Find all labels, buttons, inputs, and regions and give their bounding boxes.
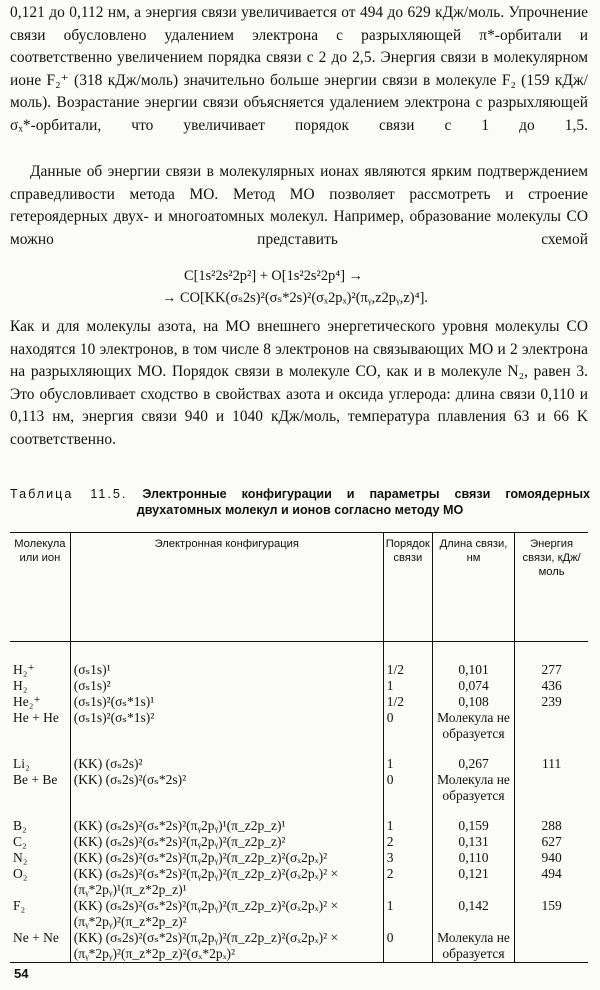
- formula-line-1: C[1s²2s²2p²] + O[1s²2s²2p⁴] →: [184, 268, 364, 284]
- cell-order: 3: [383, 850, 432, 866]
- table-row: [10, 662, 588, 678]
- header-bond-order: Порядок связи: [383, 533, 432, 642]
- cell-length: 0,101: [432, 662, 514, 678]
- cell-length: Молекула не образуется: [432, 930, 514, 963]
- cell-length: 0,110: [432, 850, 514, 866]
- cell-energy: 239: [515, 694, 588, 710]
- table-title-line-2: двухатомных молекул и ионов согласно методу МО: [136, 503, 464, 517]
- cell-order: 1: [383, 818, 432, 834]
- cell-order: 1: [383, 898, 432, 930]
- cell-order: 2: [383, 834, 432, 850]
- header-molecule: Молекула или ион: [10, 533, 70, 642]
- table-row: [10, 818, 588, 834]
- cell-config: (σₛ1s)²(σₛ*1s)¹: [70, 694, 383, 710]
- cell-order: 1/2: [383, 662, 432, 678]
- cell-molecule: Be + Be: [13, 772, 58, 787]
- cell-length: 0,159: [432, 818, 514, 834]
- cell-config: (KK) (σₛ2s)²(σₛ*2s)²(πᵧ2pᵧ)²(π_z2p_z)²: [70, 834, 383, 850]
- cell-energy: 940: [515, 850, 588, 866]
- cell-molecule: F₂: [13, 898, 26, 913]
- table-row: [10, 694, 588, 710]
- cell-config: (σₛ1s)²: [70, 678, 383, 694]
- table-label: Таблица 11.5.: [10, 487, 128, 501]
- table-row: [10, 772, 588, 804]
- cell-order: 2: [383, 866, 432, 898]
- cell-molecule: Ne + Ne: [10, 930, 70, 963]
- cell-order: 1/2: [383, 694, 432, 710]
- cell-config: (KK) (σₛ2s)²(σₛ*2s)²(πᵧ2pᵧ)²(π_z2p_z)²(σₓ2pₓ)² × (πᵧ*2pᵧ)²(π_z*2p_z)²(σₓ*2pₓ)²: [70, 930, 383, 963]
- cell-length: 0,074: [432, 678, 514, 694]
- cell-config: (KK) (σₛ2s)²: [70, 756, 383, 772]
- cell-order: 0: [383, 710, 432, 742]
- cell-molecule: C₂: [13, 834, 27, 849]
- table-row: [10, 930, 588, 963]
- paragraph-1: 0,121 до 0,112 нм, а энергия связи увеличивается от 494 до 629 кДж/моль. Упрочнение связи обусловлено удалением электрона с разрыхляющей π*-орбитали и соответственно увеличением порядка связи с 2 до 2,5. Энергия связи в молекулярном ионе F₂⁺ (318 кДж/моль) значительно больше энергии связи в молекуле F₂ (159 кДж/моль). Возрастание энергии связи объясняется удалением электрона с разрыхляющей σₓ*-орбитали, что увеличивает порядок связи с 1 до 1,5.: [10, 4, 588, 134]
- table-row: [10, 834, 588, 850]
- cell-energy: 111: [515, 756, 588, 772]
- formula-line-2: → CO[KK(σₛ2s)²(σₛ*2s)²(σₓ2pₓ)²(πᵧ,z2pᵧ,z)⁴].: [162, 290, 428, 306]
- cell-molecule: He₂⁺: [13, 694, 41, 709]
- cell-molecule: Li₂: [13, 756, 30, 771]
- cell-config: (KK) (σₛ2s)²(σₛ*2s)²(πᵧ2pᵧ)¹(π_z2p_z)¹: [70, 818, 383, 834]
- cell-length: 0,267: [432, 756, 514, 772]
- cell-length: Молекула не образуется: [432, 710, 514, 742]
- cell-config: (KK) (σₛ2s)²(σₛ*2s)²(πᵧ2pᵧ)²(π_z2p_z)²(σₓ2pₓ)²: [70, 850, 383, 866]
- table-caption: [10, 486, 590, 518]
- header-configuration: Электронная конфигурация: [70, 533, 383, 642]
- table-row: [10, 678, 588, 694]
- cell-energy: 436: [515, 678, 588, 694]
- cell-molecule: N₂: [13, 850, 28, 865]
- cell-energy: 288: [515, 818, 588, 834]
- table-header-row: [10, 533, 588, 642]
- cell-config: (KK) (σₛ2s)²(σₛ*2s)²(πᵧ2pᵧ)²(π_z2p_z)²(σₓ2pₓ)² × (πᵧ*2pᵧ)²(π_z*2p_z)²: [70, 898, 383, 930]
- cell-order: 1: [383, 756, 432, 772]
- page-number: 54: [14, 966, 29, 981]
- cell-molecule: B₂: [13, 818, 27, 833]
- cell-molecule: H₂⁺: [13, 662, 35, 677]
- table-row: [10, 850, 588, 866]
- table-row: [10, 898, 588, 930]
- cell-config: (KK) (σₛ2s)²(σₛ*2s)²(πᵧ2pᵧ)²(π_z2p_z)²(σₓ2pₓ)² × (πᵧ*2pᵧ)¹(π_z*2p_z)¹: [70, 866, 383, 898]
- cell-energy: 627: [515, 834, 588, 850]
- cell-energy: [515, 710, 588, 742]
- paragraph-3: Как и для молекулы азота, на МО внешнего энергетического уровня молекулы CO находятся 10 электронов, в том числе 8 электронов на связывающих МО и 2 электрона на разрыхляющих МО. Порядок связи в молекуле CO, как и в молекуле N₂, равен 3. Это обусловливает сходство в свойствах азота и оксида углерода: длина связи 0,110 и 0,113 нм, энергия связи 940 и 1040 кДж/моль, температура плавления 63 и 66 K соответственно.: [10, 318, 588, 448]
- cell-length: Молекула не образуется: [432, 772, 514, 804]
- cell-molecule: H₂: [13, 678, 28, 693]
- cell-length: 0,121: [432, 866, 514, 898]
- cell-order: 0: [383, 930, 432, 963]
- header-bond-length: Длина связи, нм: [432, 533, 514, 642]
- cell-order: 1: [383, 678, 432, 694]
- cell-config: (σₛ1s)²(σₛ*1s)²: [70, 710, 383, 742]
- paragraph-2: Данные об энергии связи в молекулярных ионах являются ярким подтверждением справедливости метода МО. Метод МО позволяет рассмотреть и строение гетероядерных двух- и многоатомных молекул. Например, образование молекулы CO можно представить схемой: [10, 163, 588, 248]
- cell-energy: 159: [515, 898, 588, 930]
- cell-length: 0,108: [432, 694, 514, 710]
- cell-energy: [515, 772, 588, 804]
- cell-energy: [515, 930, 588, 963]
- cell-length: 0,142: [432, 898, 514, 930]
- table-row: [10, 866, 588, 898]
- table-title-line-1: Электронные конфигурации и параметры связи гомоядерных: [142, 487, 591, 501]
- cell-molecule: O₂: [13, 866, 28, 881]
- table-row: [10, 710, 588, 742]
- header-bond-energy: Энергия связи, кДж/моль: [515, 533, 588, 642]
- cell-molecule: He + He: [13, 710, 59, 725]
- cell-length: 0,131: [432, 834, 514, 850]
- cell-energy: 277: [515, 662, 588, 678]
- cell-order: 0: [383, 772, 432, 804]
- table-row: [10, 756, 588, 772]
- cell-energy: 494: [515, 866, 588, 898]
- cell-config: (σₛ1s)¹: [70, 662, 383, 678]
- cell-config: (KK) (σₛ2s)²(σₛ*2s)²: [70, 772, 383, 804]
- bond-parameters-table: [10, 532, 588, 963]
